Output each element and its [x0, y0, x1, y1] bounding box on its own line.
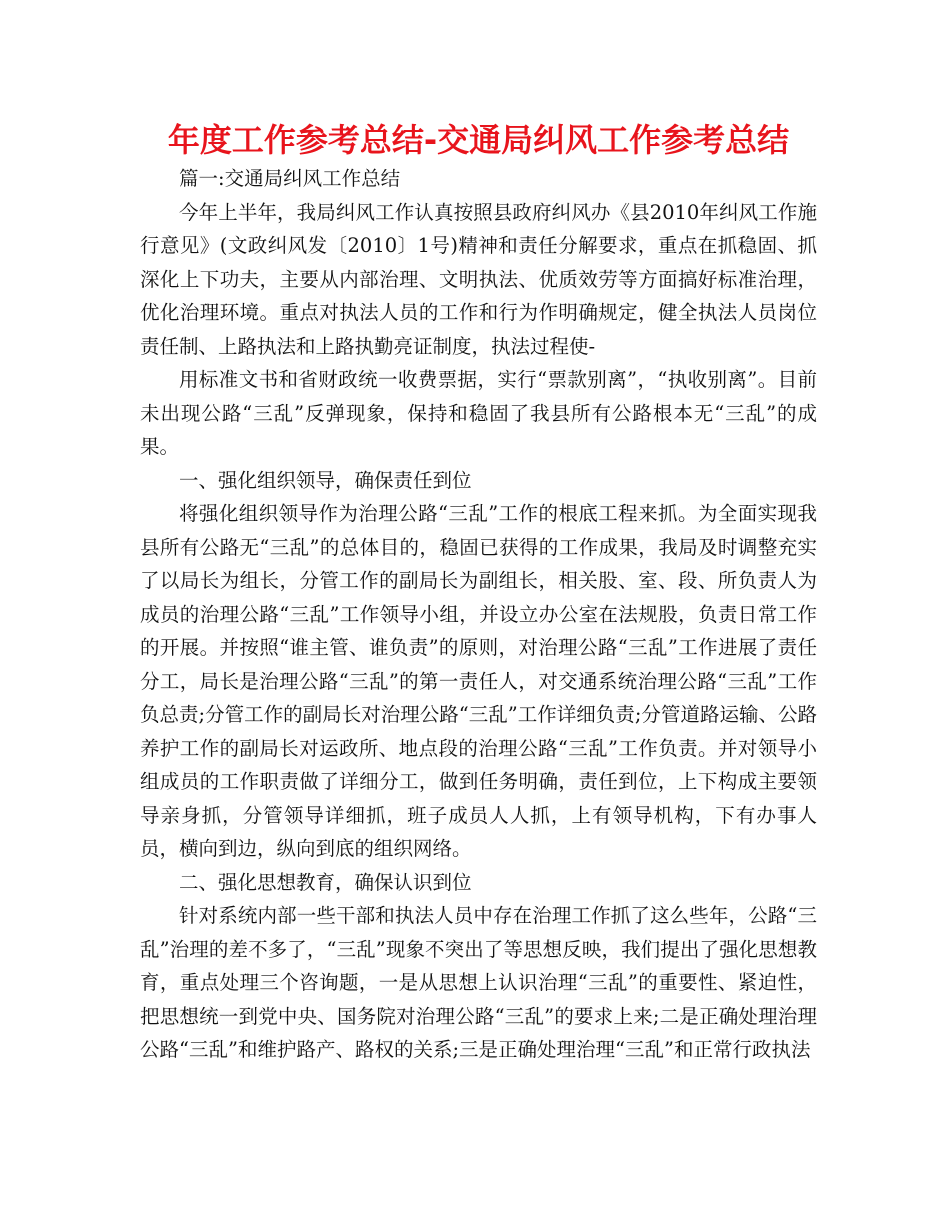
- paragraph-section-2: 针对系统内部一些干部和执法人员中存在治理工作抓了这么些年，公路“三乱”治理的差不多了，“三乱”现象不突出了等思想反映，我们提出了强化思想教育，重点处理三个咨询题，一是从思想上认识治理“三乱”的重要性、紧迫性，把思想统一到党中央、国务院对治理公路“三乱”的要求上来;二是正确处理治理公路“三乱”和维护路产、路权的关系;三是正确处理治理“三乱”和正常行政执法: [140, 904, 817, 1061]
- section-heading-2: 二、强化思想教育，确保认识到位: [179, 870, 472, 894]
- paragraph-continuation: 用标准文书和省财政统一收费票据，实行“票款别离”，“执收别离”。目前未出现公路“三乱”反弹现象，保持和稳固了我县所有公路根本无“三乱”的成果。: [140, 368, 817, 458]
- subtitle: 篇一:交通局纠风工作总结: [179, 167, 401, 190]
- section-heading-1: 一、强化组织领导，确保责任到位: [179, 468, 472, 492]
- document-title: 年度工作参考总结-交通局纠风工作参考总结: [167, 121, 790, 159]
- document-body: [140, 162, 817, 1067]
- paragraph-intro: 今年上半年，我局纠风工作认真按照县政府纠风办《县2010年纠风工作施行意见》(文政纠风发〔2010〕1号)精神和责任分解要求，重点在抓稳固、抓深化上下功夫，主要从内部治理、文明执法、优质效劳等方面搞好标准治理，优化治理环境。重点对执法人员的工作和行为作明确规定，健全执法人员岗位责任制、上路执法和上路执勤亮证制度，执法过程使-: [140, 200, 817, 358]
- paragraph-section-1: 将强化组织领导作为治理公路“三乱”工作的根底工程来抓。为全面实现我县所有公路无“三乱”的总体目的，稳固已获得的工作成果，我局及时调整充实了以局长为组长，分管工作的副局长为副组长，相关股、室、段、所负责人为成员的治理公路“三乱”工作领导小组，并设立办公室在法规股，负责日常工作的开展。并按照“谁主管、谁负责”的原则，对治理公路“三乱”工作进展了责任分工，局长是治理公路“三乱”的第一责任人，对交通系统治理公路“三乱”工作负总责;分管工作的副局长对治理公路“三乱”工作详细负责;分管道路运输、公路养护工作的副局长对运政所、地点段的治理公路“三乱”工作负责。并对领导小组成员的工作职责做了详细分工，做到任务明确，责任到位，上下构成主要领导亲身抓，分管领导详细抓，班子成员人人抓，上有领导机构，下有办事人员，横向到边，纵向到底的组织网络。: [140, 502, 817, 860]
